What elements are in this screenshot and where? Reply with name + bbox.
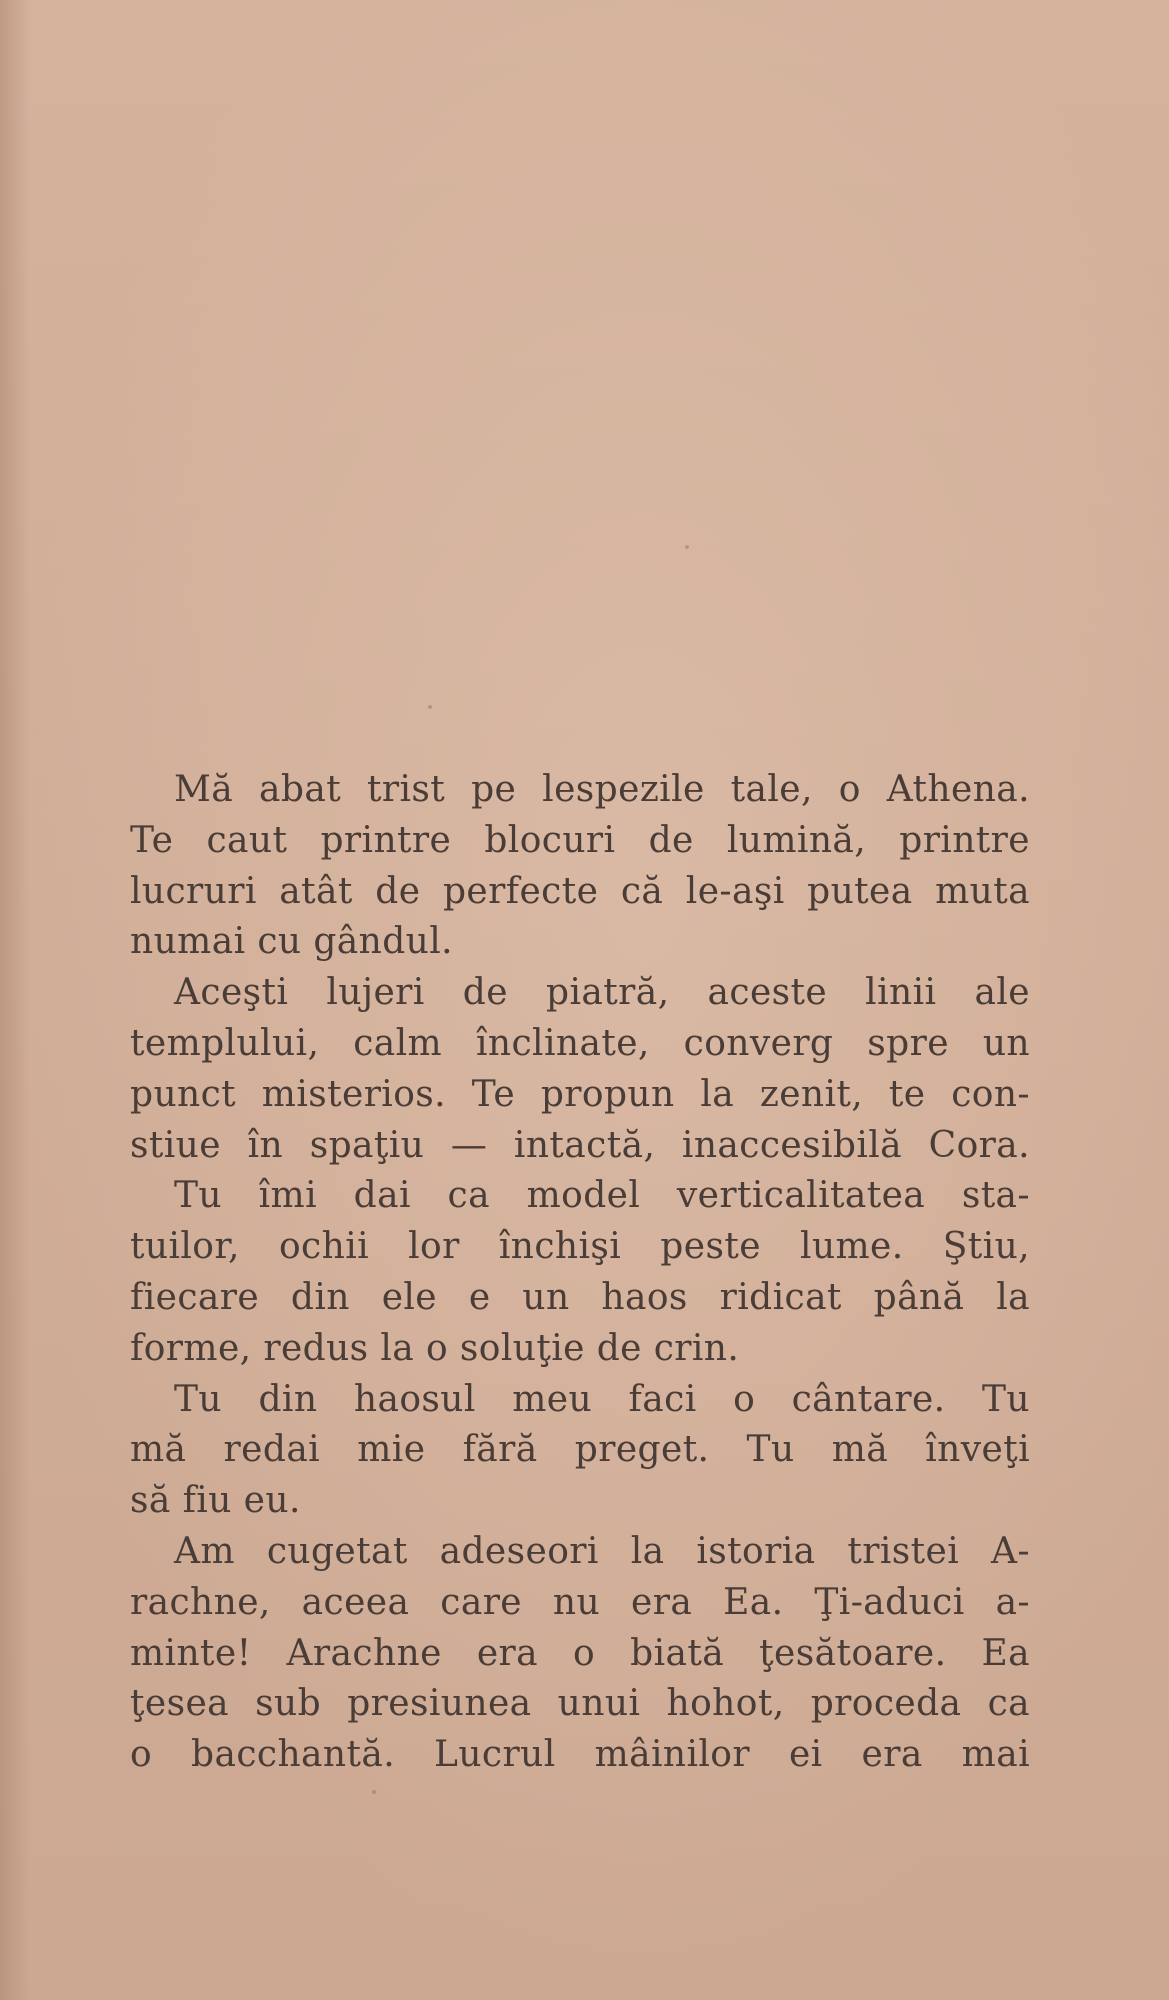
- text-line: forme, redus la o soluţie de crin.: [130, 1327, 740, 1369]
- text-line: stiue în spaţiu — intactă, inaccesibilă Cora.: [130, 1124, 1030, 1166]
- text-line: Mă abat trist pe lespezile tale, o Athena.: [174, 769, 1030, 810]
- text-line: să fiu eu.: [130, 1480, 301, 1522]
- paragraph: [130, 1527, 1030, 1781]
- text-line: Tu din haosul meu faci o cântare. Tu: [174, 1378, 1030, 1420]
- text-line: Tu îmi dai ca model verticalitatea sta-: [174, 1175, 1030, 1217]
- text-line: o bacchantă. Lucrul mâinilor ei era mai: [130, 1734, 1030, 1776]
- text-line: Aceşti lujeri de piatră, aceste linii ale: [174, 972, 1030, 1014]
- paper-speck: [428, 705, 432, 709]
- text-line: minte! Arachne era o biată ţesătoare. Ea: [130, 1632, 1030, 1674]
- text-line: lucruri atât de perfecte că le-aşi putea muta: [130, 870, 1030, 912]
- paragraph: [130, 968, 1030, 1171]
- paper-speck: [685, 545, 689, 549]
- text-line: ţesea sub presiunea unui hohot, proceda ca: [130, 1683, 1030, 1725]
- text-line: Te caut printre blocuri de lumină, printre: [130, 819, 1030, 861]
- text-line: mă redai mie fără preget. Tu mă înveţi: [130, 1429, 1030, 1471]
- text-line: numai cu gândul.: [130, 921, 453, 963]
- text-line: rachne, aceea care nu era Ea. Ţi-aduci a-: [130, 1581, 1030, 1623]
- text-line: tuilor, ochii lor închişi peste lume. Ştiu,: [130, 1226, 1030, 1268]
- body-text: [130, 765, 1030, 1781]
- paper-speck: [372, 1790, 376, 1794]
- paragraph: [130, 1171, 1030, 1374]
- paragraph: [130, 1375, 1030, 1527]
- text-line: punct misterios. Te propun la zenit, te con-: [130, 1073, 1030, 1115]
- paragraph: [130, 765, 1030, 968]
- text-line: templului, calm înclinate, converg spre un: [130, 1022, 1030, 1064]
- text-line: Am cugetat adeseori la istoria tristei A-: [174, 1530, 1030, 1572]
- text-line: fiecare din ele e un haos ridicat până la: [130, 1276, 1030, 1318]
